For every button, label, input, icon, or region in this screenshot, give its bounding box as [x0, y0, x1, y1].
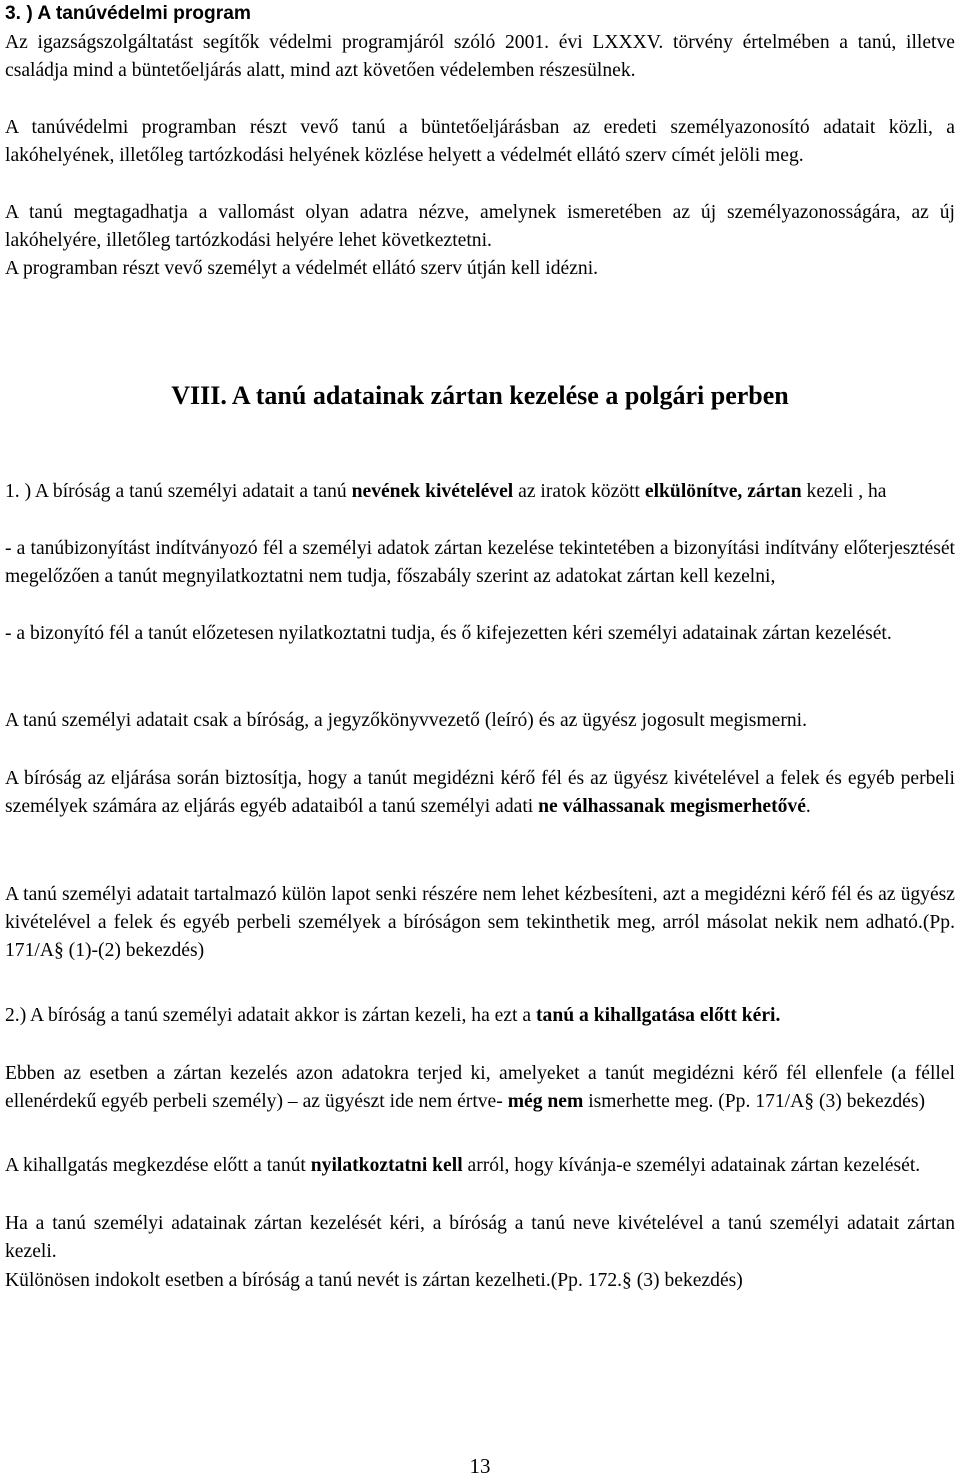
chapter-heading: VIII. A tanú adatainak zártan kezelése a polgári perben	[171, 381, 789, 410]
point2-paragraph	[5, 1002, 955, 1030]
point2-scope-text: Ebben az esetben a zártan kezelés azon adatokra terjed ki, amelyeket a tanút megidézni kérő fél ellenfele (a féllel ellenérdekű egyéb perbeli személy) – az ügyészt ide nem értve-	[5, 1063, 955, 1113]
page-number: 13	[469, 1454, 491, 1478]
separate-sheet-paragraph: A tanú személyi adatait tartalmazó külön lapot senki részére nem lehet kézbesíteni, azt a megidézni kérő fél és az ügyész kivételével a felek és egyéb perbeli személyek a bíróságon sem tekinthetik meg, arról másolat nekik nem adható.(Pp. 171/A§ (1)-(2) bekezdés)	[5, 884, 955, 962]
court-ensures-text: A bíróság az eljárása során biztosítja, hogy a tanút megidézni kérő fél és az ügyész kivételével a felek és egyéb perbeli személyek számára az eljárás egyéb adataiból a tanú személyi adati	[5, 768, 955, 818]
point2-closed-handling-paragraph: Ha a tanú személyi adatainak zártan kezelését kéri, a bíróság a tanú neve kivételével a tanú személyi adatait zártan kezeli.	[5, 1213, 955, 1263]
point1-dash-item-1: - a tanúbizonyítást indítványozó fél a személyi adatok zártan kezelése tekintetében a bizonyítási indítvány előterjesztését megelőzően a tanút megnyilatkoztatni nem tudja, főszabály szerint az adatokat zártan kell kezelni,	[5, 538, 955, 588]
summons-paragraph: A programban részt vevő személyt a védelmét ellátó szerv útján kell idézni.	[5, 258, 599, 279]
point1-bold-name-exception: nevének kivételével	[351, 481, 514, 502]
point2-scope-text: ismerhette meg. (Pp. 171/A§ (3) bekezdés)	[583, 1091, 926, 1113]
point1-paragraph	[5, 478, 955, 506]
point2-scope-bold: még nem	[507, 1091, 584, 1113]
point2-declaration-text: A kihallgatás megkezdése előtt a tanút	[5, 1155, 311, 1176]
court-ensures-paragraph	[5, 765, 955, 821]
point1-text: 1. ) A bíróság a tanú személyi adatait a tanú	[5, 481, 352, 502]
point2-bold-request: tanú a kihallgatása előtt kéri.	[536, 1005, 781, 1026]
court-ensures-text: .	[805, 796, 811, 818]
court-ensures-bold: ne válhassanak megismerhetővé	[538, 796, 806, 818]
point1-text: kezeli , ha	[801, 481, 887, 502]
witness-protection-paragraph: A tanúvédelmi programban részt vevő tanú a büntetőeljárásban az eredeti személyazonosító adatait közli, a lakóhelyének, illetőleg tartózkodási helyének közlése helyett a védelmét ellátó szerv címét jelöli meg.	[5, 117, 955, 167]
point2-declaration-text: arról, hogy kívánja-e személyi adatainak zártan kezelését.	[462, 1155, 921, 1176]
authorized-persons-paragraph: A tanú személyi adatait csak a bíróság, a jegyzőkönyvvezető (leíró) és az ügyész jogosult megismerni.	[5, 710, 807, 731]
point2-scope-paragraph	[5, 1060, 955, 1116]
point1-dash-item-2: - a bizonyító fél a tanút előzetesen nyilatkoztatni tudja, és ő kifejezetten kéri személyi adatainak zártan kezelését.	[5, 623, 892, 644]
section-title: 3. ) A tanúvédelmi program	[5, 3, 251, 24]
point1-text: az iratok között	[513, 481, 645, 502]
point1-bold-separate: elkülönítve, zártan	[644, 481, 802, 502]
point2-name-paragraph: Különösen indokolt esetben a bíróság a tanú nevét is zártan kezelheti.(Pp. 172.§ (3) bekezdés)	[5, 1270, 743, 1291]
point2-text: 2.) A bíróság a tanú személyi adatait akkor is zártan kezeli, ha ezt a	[5, 1005, 536, 1026]
section-intro-paragraph: Az igazságszolgáltatást segítők védelmi programjáról szóló 2001. évi LXXXV. törvény értelmében a tanú, illetve családja mind a büntetőeljárás alatt, mind azt követően védelemben részesülnek.	[5, 32, 955, 82]
point2-declaration-bold: nyilatkoztatni kell	[310, 1155, 463, 1176]
point2-declaration-paragraph	[5, 1152, 955, 1180]
testimony-refusal-paragraph: A tanú megtagadhatja a vallomást olyan adatra nézve, amelynek ismeretében az új személyazonosságára, az új lakóhelyére, illetőleg tartózkodási helyére lehet következtetni.	[5, 202, 955, 252]
